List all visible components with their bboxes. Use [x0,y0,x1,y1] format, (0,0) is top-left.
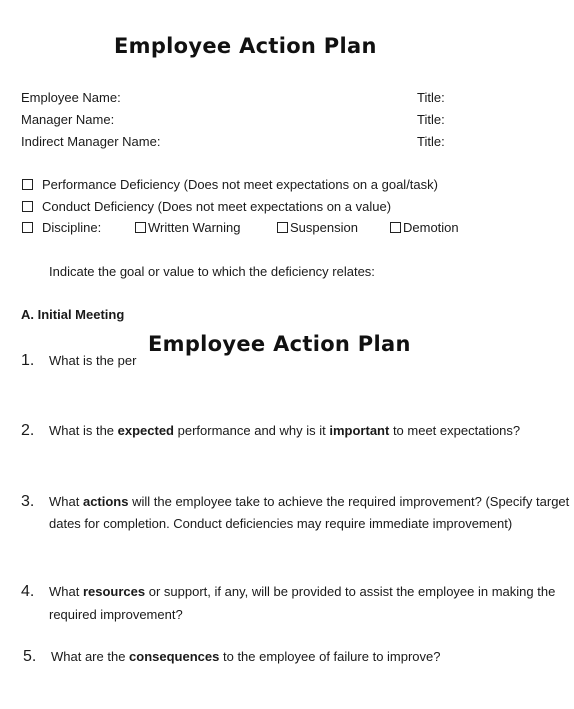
demotion-label: Demotion [403,220,459,235]
manager-title-label: Title: [417,112,445,127]
indirect-manager-title-label: Title: [417,134,445,149]
discipline-checkbox[interactable] [22,222,33,233]
question-5-number: 5. [23,648,37,665]
question-2-number: 2. [21,422,35,439]
question-4-number: 4. [21,583,35,600]
conduct-deficiency-label: Conduct Deficiency (Does not meet expectations on a value) [42,199,392,214]
question-3-text-line-1: What actions will the employee take to achieve the required improvement? (Specify target [49,494,570,509]
written-warning-label: Written Warning [148,220,241,235]
question-3-number: 3. [21,493,35,510]
question-2-emphasis-expected: expected [117,423,175,438]
conduct-deficiency-checkbox[interactable] [22,201,33,212]
indirect-manager-name-label: Indirect Manager Name: [21,134,161,149]
performance-deficiency-label: Performance Deficiency (Does not meet expectations on a goal/task) [42,177,438,192]
question-4-text-line-1: What resources or support, if any, will be provided to assist the employee in making the [49,584,556,599]
discipline-label: Discipline: [42,220,102,235]
question-3-text-line-2: dates for completion. Conduct deficiencies may require immediate improvement) [49,516,513,531]
question-3-emphasis-actions: actions [82,494,129,509]
question-4-text-line-2: required improvement? [49,607,183,622]
written-warning-checkbox[interactable] [135,222,146,233]
question-5-text: What are the consequences to the employee of failure to improve? [51,649,441,664]
performance-deficiency-checkbox[interactable] [22,179,33,190]
question-2-text: What is the expected performance and why is it important to meet expectations? [49,423,521,438]
demotion-checkbox[interactable] [390,222,401,233]
employee-name-label: Employee Name: [21,90,121,105]
question-1-number: 1. [21,352,35,369]
suspension-label: Suspension [290,220,358,235]
section-a-heading: A. Initial Meeting [21,307,125,322]
suspension-checkbox[interactable] [277,222,288,233]
manager-name-label: Manager Name: [21,112,115,127]
goal-prompt: Indicate the goal or value to which the deficiency relates: [49,264,375,279]
question-2-emphasis-important: important [329,423,390,438]
employee-title-label: Title: [417,90,445,105]
overlay-title: Employee Action Plan [148,332,411,356]
question-5-emphasis-consequences: consequences [129,649,220,664]
question-4-emphasis-resources: resources [82,584,146,599]
question-1-text: What is the per [49,353,137,368]
document-title: Employee Action Plan [114,34,377,58]
